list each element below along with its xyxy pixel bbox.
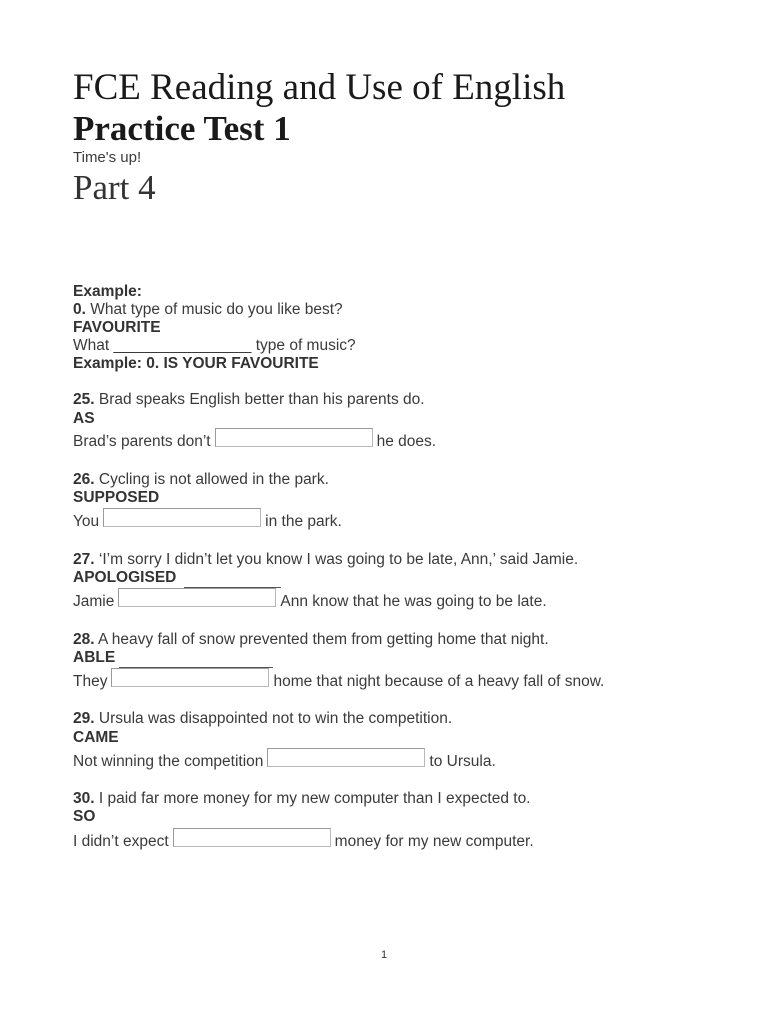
question-27-before: Jamie [73,593,115,610]
question-29-keyword: CAME [73,729,119,746]
question-25-keyword: AS [73,410,95,427]
page-subtitle: Practice Test 1 [73,109,291,148]
question-30-answer-row [73,832,534,851]
question-text: Cycling is not allowed in the park. [94,471,329,488]
question-27-answer-row [73,592,547,611]
question-25-after: he does. [376,433,437,450]
question-30-before: I didn’t expect [73,833,169,850]
question-28-before: They [73,673,108,690]
question-30-after: money for my new computer. [334,833,534,850]
question-26-answer-row [73,512,342,531]
example-keyword: FAVOURITE [73,319,161,336]
question-27-answer-input[interactable] [118,588,276,607]
question-number: 25. [73,391,95,408]
question-number: 26. [73,471,95,488]
question-28-after: home that night because of a heavy fall of snow. [273,673,605,690]
question-29-answer-input[interactable] [267,748,425,767]
example-heading: Example: [73,283,142,300]
question-text: I paid far more money for my new computer than I expected to. [94,790,531,807]
question-26-after: in the park. [265,513,342,530]
example-sentence-line [73,301,343,319]
question-29-answer-row [73,752,496,771]
question-28-answer-row [73,672,604,691]
question-27-sentence [73,551,578,569]
question-26-sentence [73,471,329,489]
example-sentence: What type of music do you like best? [85,301,343,318]
question-27-keyword: APOLOGISED [73,569,177,586]
question-25-sentence [73,391,425,409]
question-26-before: You [73,513,100,530]
question-29-after: to Ursula. [429,753,496,770]
question-number: 30. [73,790,95,807]
question-text: A heavy fall of snow prevented them from getting home that night. [94,631,549,648]
question-text: ‘I’m sorry I didn’t let you know I was going to be late, Ann,’ said Jamie. [94,551,579,568]
page-number: 1 [380,949,388,961]
question-text: Brad speaks English better than his parents do. [94,391,425,408]
question-28-keyword: ABLE [73,649,116,666]
question-30-keyword: SO [73,808,96,825]
question-30-sentence [73,790,531,808]
part-heading: Part 4 [73,168,156,207]
example-gapped-sentence: What ________________ type of music? [73,337,356,354]
example-number: 0. [73,301,86,318]
page-title: FCE Reading and Use of English [73,67,566,108]
question-30-answer-input[interactable] [173,828,331,847]
question-29-before: Not winning the competition [73,753,264,770]
question-text: Ursula was disappointed not to win the competition. [94,710,453,727]
question-25-answer-row [73,432,436,451]
question-number: 29. [73,710,95,727]
question-26-answer-input[interactable] [103,508,261,527]
question-number: 28. [73,631,95,648]
timer-status: Time's up! [73,149,142,166]
question-25-answer-input[interactable] [215,428,373,447]
question-number: 27. [73,551,95,568]
question-28-sentence [73,631,549,649]
question-29-sentence [73,710,452,728]
question-28-answer-input[interactable] [111,668,269,687]
question-27-after: Ann know that he was going to be late. [280,593,547,610]
question-25-before: Brad’s parents don’t [73,433,211,450]
question-26-keyword: SUPPOSED [73,489,160,506]
example-answer: Example: 0. IS YOUR FAVOURITE [73,355,319,372]
